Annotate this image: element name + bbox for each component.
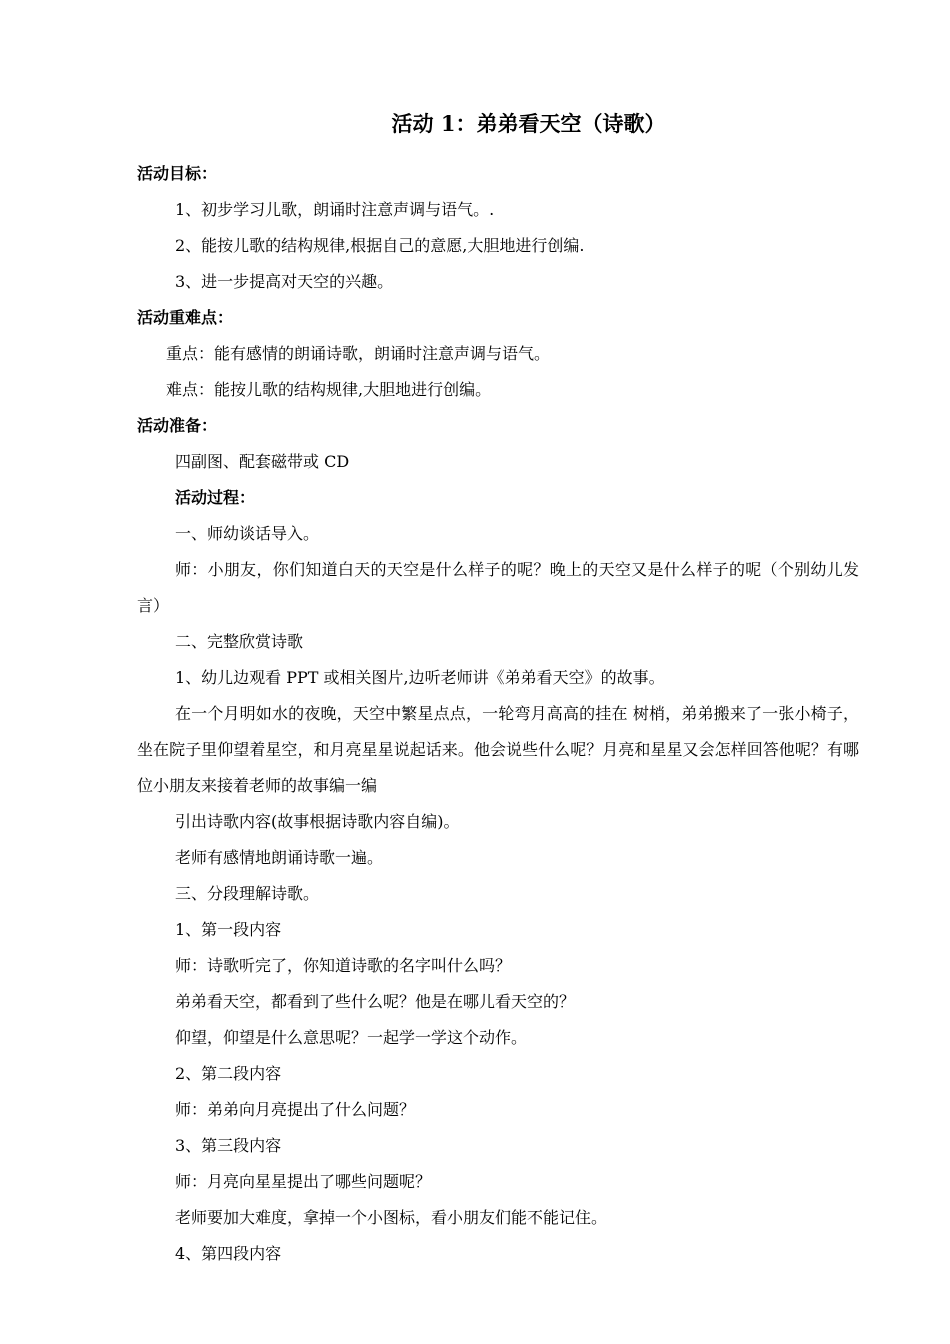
process-line: 老师有感情地朗诵诗歌一遍。 xyxy=(175,848,384,867)
key-point-difficulty: 难点：能按儿歌的结构规律,大胆地进行创编。 xyxy=(166,380,492,399)
process-paragraph: 在一个月明如水的夜晚，天空中繁星点点，一轮弯月高高的挂在 树梢，弟弟搬来了一张小椅子，坐在院子里仰望着星空，和月亮星星说起话来。他会说些什么呢？月亮和星星又会怎样回答他呢？有哪位小朋友来接着老师的故事编一编 xyxy=(137,704,859,795)
process-line: 师：月亮向星星提出了哪些问题呢？ xyxy=(175,1172,432,1191)
goal-item-2: 2、能按儿歌的结构规律,根据自己的意愿,大胆地进行创编. xyxy=(175,236,585,255)
page-title: 活动 1：弟弟看天空（诗歌） xyxy=(391,111,666,136)
process-line: 弟弟看天空，都看到了些什么呢？他是在哪儿看天空的？ xyxy=(175,992,576,1011)
process-line: 4、第四段内容 xyxy=(175,1244,282,1263)
process-line: 仰望，仰望是什么意思呢？一起学一学这个动作。 xyxy=(175,1028,528,1047)
process-line: 1、第一段内容 xyxy=(175,920,282,939)
process-paragraph: 师：小朋友，你们知道白天的天空是什么样子的呢？晚上的天空又是什么样子的呢（个别幼儿发言） xyxy=(137,560,859,615)
preparation-heading: 活动准备： xyxy=(137,416,218,435)
process-line: 师：弟弟向月亮提出了什么问题？ xyxy=(175,1100,416,1119)
goal-item-1: 1、初步学习儿歌，朗诵时注意声调与语气。. xyxy=(175,200,495,219)
process-line: 引出诗歌内容(故事根据诗歌内容自编)。 xyxy=(175,812,460,831)
goals-heading: 活动目标： xyxy=(137,164,218,183)
process-heading: 活动过程： xyxy=(175,488,256,507)
process-line: 老师要加大难度，拿掉一个小图标，看小朋友们能不能记住。 xyxy=(175,1208,608,1227)
key-point-focus: 重点：能有感情的朗诵诗歌，朗诵时注意声调与语气。 xyxy=(166,344,551,363)
process-line: 3、第三段内容 xyxy=(175,1136,282,1155)
process-line: 1、幼儿边观看 PPT 或相关图片,边听老师讲《弟弟看天空》的故事。 xyxy=(175,668,665,687)
process-line: 2、第二段内容 xyxy=(175,1064,282,1083)
process-line: 一、师幼谈话导入。 xyxy=(175,524,320,543)
process-line: 二、完整欣赏诗歌 xyxy=(175,632,304,651)
goal-item-3: 3、进一步提高对天空的兴趣。 xyxy=(175,272,394,291)
preparation-text: 四副图、配套磁带或 CD xyxy=(175,452,350,471)
key-points-heading: 活动重难点： xyxy=(137,308,234,327)
process-line: 三、分段理解诗歌。 xyxy=(175,884,320,903)
process-line: 师：诗歌听完了，你知道诗歌的名字叫什么吗？ xyxy=(175,956,512,975)
